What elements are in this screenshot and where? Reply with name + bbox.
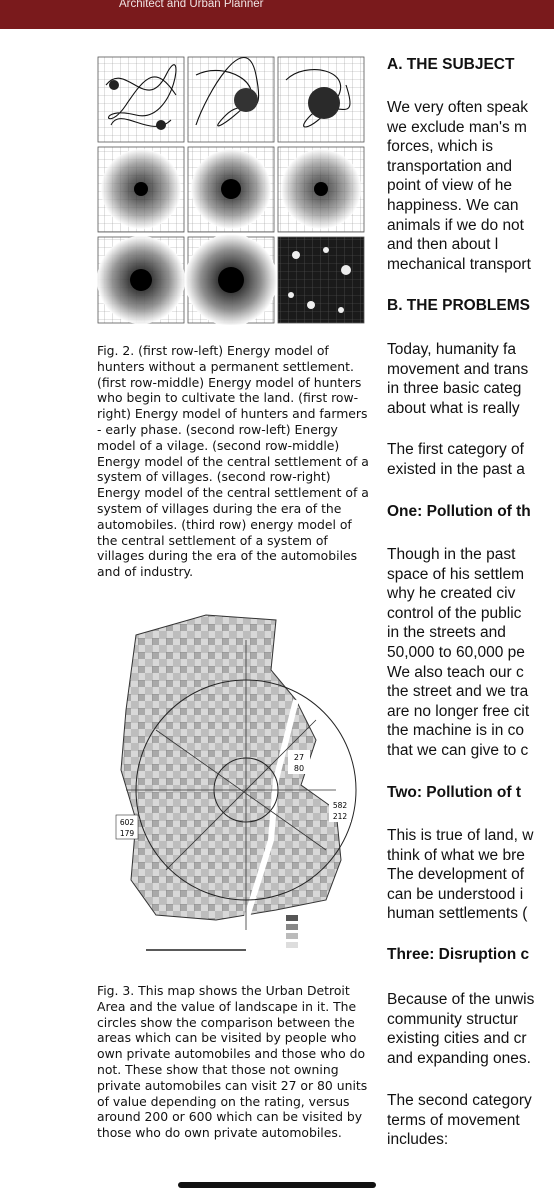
paragraph-pollution-one: Though in the past space of his settlem why he created civ control of the public in the streets and 50,000 to 60,000 pe We also teach our c the street and we tra are no longer free cit the machine is in co that we can give to c (387, 546, 530, 759)
svg-text:582: 582 (332, 801, 348, 810)
detroit-map (96, 610, 368, 960)
author-subtitle: Architect and Urban Planner (119, 0, 264, 10)
svg-text:27: 27 (293, 753, 305, 762)
energy-model-automobile-era (278, 147, 364, 232)
map-label-27-80 (288, 750, 310, 774)
svg-text:80: 80 (293, 764, 305, 773)
figure-3-caption: Fig. 3. This map shows the Urban Detroit Area and the value of landscape in it. The circles show the comparison between the areas which can be visited by people who own private automobiles and those who do not. These show that those not owning private automobiles can visit 27 or 80 units of value depending on the rating, versus around 200 or 600 which can be visited by those who do own private automobiles. (97, 983, 368, 1141)
energy-model-cultivators (188, 57, 274, 142)
energy-model-industry-3 (278, 237, 364, 323)
paragraph-problems-1: Today, humanity fa movement and trans in three basic categ about what is really (387, 341, 529, 417)
paragraph-subject: We very often speak we exclude man's m forces, which is transportation and point of view of he happiness. We can animals if we do not and then about l mechanical transport (387, 99, 531, 273)
energy-model-hunters-farmers (278, 57, 364, 142)
energy-model-village (98, 147, 184, 232)
paragraph-pollution-two: This is true of land, w think of what we bre The development of can be understood i human settlements ( (387, 827, 534, 923)
svg-text:179: 179 (119, 829, 135, 838)
svg-text:212: 212 (332, 812, 348, 821)
paragraph-disruption-three: Because of the unwis community structur existing cities and cr and expanding ones. (387, 991, 535, 1067)
heading-problems: B. THE PROBLEMS (387, 297, 530, 314)
heading-subject: A. THE SUBJECT (387, 56, 515, 73)
energy-model-hunters (98, 57, 184, 142)
energy-model-figure (96, 55, 366, 325)
map-label-582-212 (329, 798, 351, 822)
home-indicator[interactable] (178, 1182, 376, 1188)
paragraph-problems-2: The first category of existed in the past a (387, 441, 525, 478)
paragraph-second-category: The second category terms of movement includes: (387, 1092, 532, 1149)
map-label-602-179 (116, 815, 138, 839)
heading-pollution-one: One: Pollution of th (387, 503, 531, 520)
map-legend (286, 915, 298, 948)
heading-pollution-two: Two: Pollution of t (387, 784, 522, 801)
article-column (387, 0, 554, 1200)
energy-model-industry-2 (185, 234, 277, 325)
energy-model-central-settlement (188, 147, 274, 232)
energy-model-industry-1 (97, 236, 185, 324)
figure-2-caption: Fig. 2. (first row-left) Energy model of hunters without a permanent settlement. (first row-middle) Energy model of hunters who begin to cultivate the land. (first row-right) Energy model of hunters and farmers - early phase. (second row-left) Energy model of a vilage. (second row-middle) Energy model of the central settlement of a system of villages. (second row-right) Energy model of the central settlement of a system of villages during the era of the automobiles. (third row) energy model of the central settlement of a system of villages during the era of the automobiles and of industry. (97, 343, 369, 580)
svg-text:602: 602 (119, 818, 135, 827)
heading-disruption-three: Three: Disruption c (387, 946, 530, 963)
